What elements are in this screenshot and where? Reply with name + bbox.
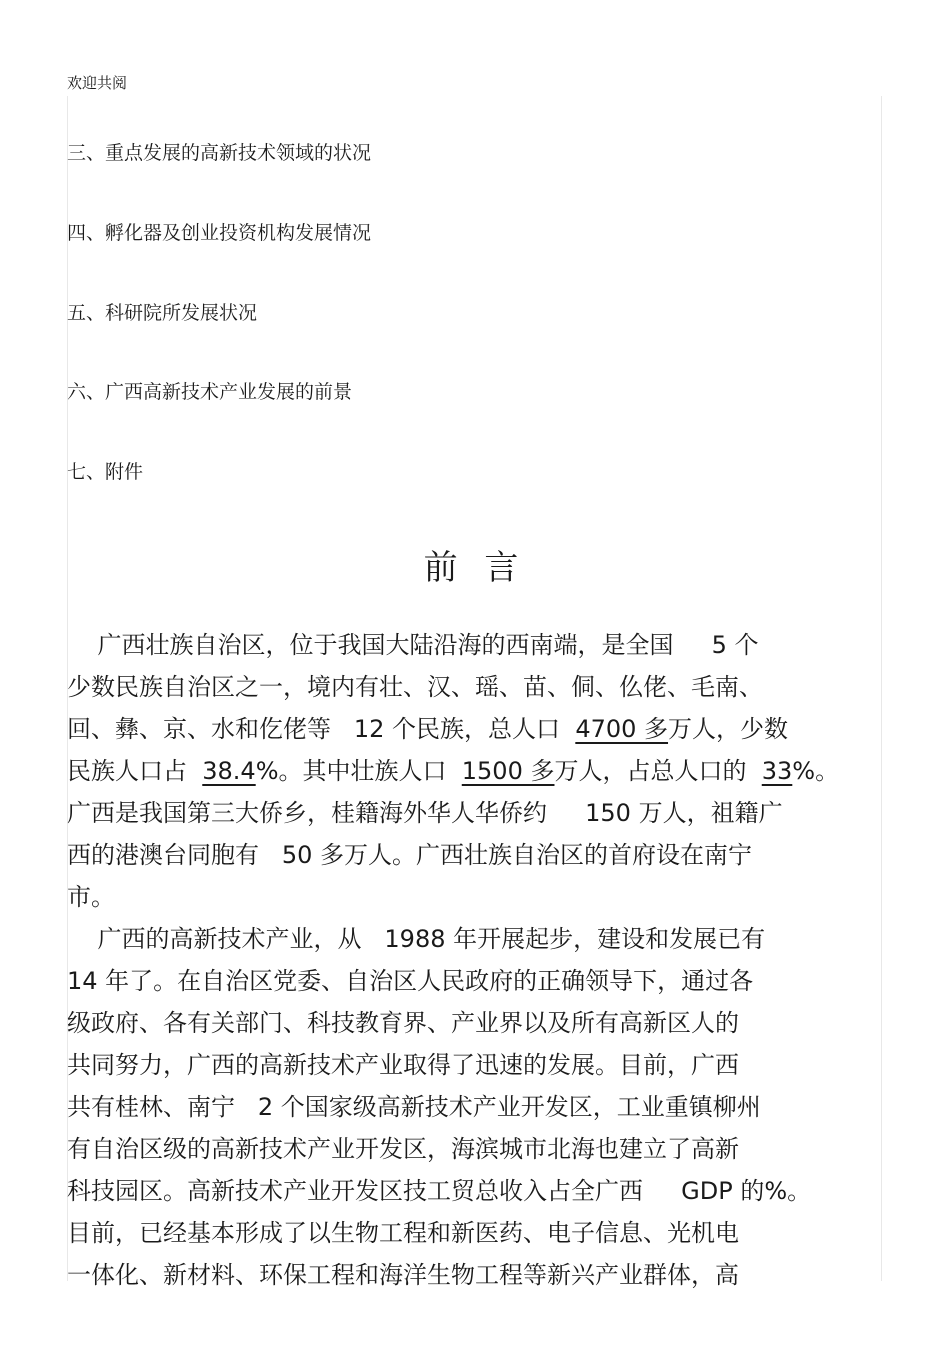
paragraph-line: 共同努力，广西的高新技术产业取得了迅速的发展。目前，广西 xyxy=(67,1051,739,1079)
text-run: 民族人口占 xyxy=(67,757,203,785)
paragraph-line: 有自治区级的高新技术产业开发区，海滨城市北海也建立了高新 xyxy=(67,1135,739,1163)
paragraph-line: 科技园区。高新技术产业开发区技工贸总收入占全广西 GDP 的%。 xyxy=(67,1177,812,1205)
paragraph-line: 广西是我国第三大侨乡，桂籍海外华人华侨约 150 万人，祖籍广 xyxy=(67,799,783,827)
toc-item: 四、孵化器及创业投资机构发展情况 xyxy=(67,222,372,244)
paragraph-line: 广西壮族自治区，位于我国大陆沿海的西南端，是全国 5 个 xyxy=(67,631,759,659)
paragraph-line: 西的港澳台同胞有 50 多万人。广西壮族自治区的首府设在南宁 xyxy=(67,841,753,869)
header-note: 欢迎共阅 xyxy=(67,74,128,92)
toc-item: 七、附件 xyxy=(67,461,144,483)
section-title: 前 言 xyxy=(423,548,527,588)
paragraph-line: 广西的高新技术产业，从 1988 年开展起步，建设和发展已有 xyxy=(67,925,766,953)
paragraph-line: 级政府、各有关部门、科技教育界、产业界以及所有高新区人的 xyxy=(67,1009,739,1037)
paragraph-line xyxy=(67,714,788,744)
underlined-value: 38.4 xyxy=(202,757,256,785)
toc-item: 六、广西高新技术产业发展的前景 xyxy=(67,381,353,403)
text-run: 万人，少数 xyxy=(668,715,789,743)
paragraph-line: 一体化、新材料、环保工程和海洋生物工程等新兴产业群体，高 xyxy=(67,1261,739,1289)
toc-item: 三、重点发展的高新技术领域的状况 xyxy=(67,142,372,164)
paragraph-line: 市。 xyxy=(67,883,115,911)
underlined-value: 1500 多 xyxy=(461,757,555,785)
text-run: 万人，占总人口的 xyxy=(554,757,762,785)
paragraph-line: 目前，已经基本形成了以生物工程和新医药、电子信息、光机电 xyxy=(67,1219,739,1247)
paragraph-line xyxy=(67,756,839,786)
paragraph-line: 共有桂林、南宁 2 个国家级高新技术产业开发区，工业重镇柳州 xyxy=(67,1093,761,1121)
paragraph-line: 少数民族自治区之一，境内有壮、汉、瑶、苗、侗、仫佬、毛南、 xyxy=(67,673,763,701)
underlined-value: 33 xyxy=(761,757,793,785)
text-run: %。其中壮族人口 xyxy=(255,757,462,785)
text-run: 回、彝、京、水和仡佬等 12 个民族，总人口 xyxy=(67,715,576,743)
text-run: %。 xyxy=(792,757,840,785)
underlined-value: 4700 多 xyxy=(575,715,669,743)
toc-item: 五、科研院所发展状况 xyxy=(67,302,258,324)
paragraph-line: 14 年了。在自治区党委、自治区人民政府的正确领导下，通过各 xyxy=(67,967,754,995)
